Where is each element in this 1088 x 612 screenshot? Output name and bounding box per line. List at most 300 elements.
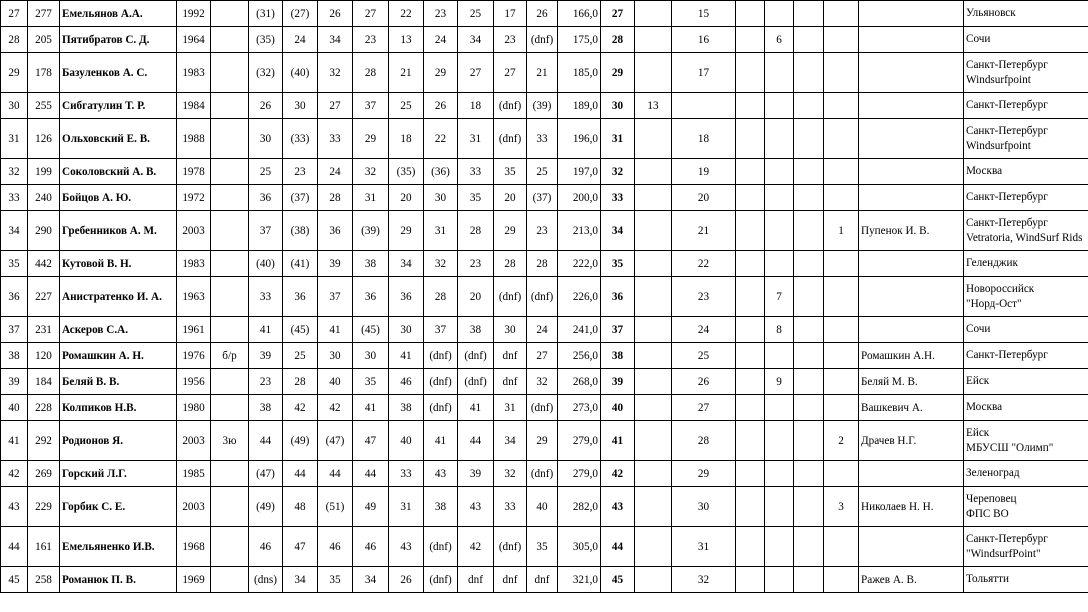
birth-year: 1985 — [177, 461, 211, 487]
race-result: 20 — [389, 185, 424, 211]
race-result: 28 — [424, 277, 458, 317]
category-place — [794, 1, 824, 27]
athlete-name: Емельяненко И.В. — [60, 527, 177, 567]
race-result: 30 — [318, 343, 353, 369]
sport-rank — [211, 317, 249, 343]
row-number: 32 — [1, 159, 28, 185]
category-place: 25 — [672, 343, 736, 369]
race-result: 36 — [353, 277, 389, 317]
birth-year: 2003 — [177, 421, 211, 461]
row-number: 30 — [1, 93, 28, 119]
club-line: Vetratoria, WindSurf Rids — [966, 231, 1083, 244]
athlete-name: Бойцов А. Ю. — [60, 185, 177, 211]
coach-name — [859, 527, 964, 567]
coach-name — [859, 185, 964, 211]
race-result: 41 — [458, 395, 494, 421]
club-line: Москва — [966, 401, 1003, 413]
race-result: 43 — [389, 527, 424, 567]
row-number: 43 — [1, 487, 28, 527]
category-place — [794, 395, 824, 421]
category-place — [794, 27, 824, 53]
category-place — [794, 93, 824, 119]
race-result: 31 — [494, 395, 527, 421]
club-name — [964, 317, 1088, 343]
race-result: (39) — [527, 93, 558, 119]
sail-number: 120 — [28, 343, 60, 369]
race-result: (dnf) — [424, 369, 458, 395]
coach-name: Николаев Н. Н. — [859, 487, 964, 527]
club-name — [964, 461, 1088, 487]
race-result: 27 — [353, 1, 389, 27]
row-number: 40 — [1, 395, 28, 421]
race-result: 42 — [283, 395, 318, 421]
race-result: (39) — [353, 211, 389, 251]
race-result: 28 — [458, 211, 494, 251]
category-place — [736, 317, 765, 343]
race-result: 39 — [249, 343, 283, 369]
total-points: 196,0 — [558, 119, 601, 159]
race-result: 20 — [494, 185, 527, 211]
race-result: (40) — [283, 53, 318, 93]
sport-rank — [211, 1, 249, 27]
race-result: 29 — [424, 53, 458, 93]
race-result: 27 — [527, 343, 558, 369]
race-result: 42 — [318, 395, 353, 421]
category-place — [824, 395, 859, 421]
race-result: 40 — [389, 421, 424, 461]
race-result: (47) — [318, 421, 353, 461]
race-result: 30 — [494, 317, 527, 343]
athlete-name: Гребенников А. М. — [60, 211, 177, 251]
coach-name: Беляй М. В. — [859, 369, 964, 395]
race-result: 26 — [318, 1, 353, 27]
race-result: 33 — [249, 277, 283, 317]
club-name — [964, 277, 1088, 317]
category-place: 7 — [765, 277, 794, 317]
club-line: Windsurfpoint — [966, 139, 1031, 152]
race-result: 32 — [318, 53, 353, 93]
category-place — [635, 185, 672, 211]
category-place — [736, 53, 765, 93]
race-result: 32 — [353, 159, 389, 185]
category-place: 31 — [672, 527, 736, 567]
category-place — [824, 53, 859, 93]
race-result: (40) — [249, 251, 283, 277]
race-result: 41 — [318, 317, 353, 343]
race-result: 47 — [283, 527, 318, 567]
race-result: 46 — [389, 369, 424, 395]
race-result: 20 — [458, 277, 494, 317]
race-result: 28 — [494, 251, 527, 277]
club-line: Санкт-Петербург — [966, 532, 1048, 545]
race-result: 37 — [353, 93, 389, 119]
coach-name — [859, 93, 964, 119]
athlete-name: Соколовский А. В. — [60, 159, 177, 185]
race-result: 29 — [494, 211, 527, 251]
coach-name — [859, 317, 964, 343]
category-place — [635, 317, 672, 343]
category-place — [635, 53, 672, 93]
row-number: 33 — [1, 185, 28, 211]
club-name — [964, 369, 1088, 395]
row-number: 38 — [1, 343, 28, 369]
category-place — [794, 487, 824, 527]
category-place: 29 — [672, 461, 736, 487]
category-place — [794, 343, 824, 369]
overall-place: 34 — [601, 211, 635, 251]
race-result: 37 — [249, 211, 283, 251]
category-place — [824, 93, 859, 119]
category-place — [736, 211, 765, 251]
race-result: 25 — [389, 93, 424, 119]
race-result: 35 — [458, 185, 494, 211]
overall-place: 36 — [601, 277, 635, 317]
overall-place: 35 — [601, 251, 635, 277]
table-row — [1, 27, 1088, 53]
table-row — [1, 251, 1088, 277]
total-points: 268,0 — [558, 369, 601, 395]
race-result: 25 — [527, 159, 558, 185]
race-result: 18 — [458, 93, 494, 119]
birth-year: 1963 — [177, 277, 211, 317]
category-place — [794, 159, 824, 185]
club-line: Сочи — [966, 33, 991, 45]
race-result: 24 — [527, 317, 558, 343]
race-result: 44 — [283, 461, 318, 487]
club-name — [964, 343, 1088, 369]
race-result: 34 — [458, 27, 494, 53]
category-place — [765, 53, 794, 93]
sail-number: 277 — [28, 1, 60, 27]
sail-number: 292 — [28, 421, 60, 461]
overall-place: 40 — [601, 395, 635, 421]
race-result: 36 — [249, 185, 283, 211]
sail-number: 178 — [28, 53, 60, 93]
category-place — [765, 395, 794, 421]
sail-number: 199 — [28, 159, 60, 185]
race-result: 36 — [389, 277, 424, 317]
race-result: 41 — [424, 421, 458, 461]
race-result: (32) — [249, 53, 283, 93]
athlete-name: Аскеров С.А. — [60, 317, 177, 343]
category-place — [736, 527, 765, 567]
category-place — [736, 421, 765, 461]
category-place — [736, 461, 765, 487]
race-result: 23 — [458, 251, 494, 277]
sail-number: 442 — [28, 251, 60, 277]
sail-number: 269 — [28, 461, 60, 487]
athlete-name: Колпиков Н.В. — [60, 395, 177, 421]
table-row — [1, 567, 1088, 593]
sport-rank: 3ю — [211, 421, 249, 461]
overall-place: 38 — [601, 343, 635, 369]
category-place: 17 — [672, 53, 736, 93]
category-place — [765, 527, 794, 567]
category-place: 3 — [824, 487, 859, 527]
club-line: Зеленоград — [966, 467, 1020, 479]
overall-place: 32 — [601, 159, 635, 185]
category-place — [736, 251, 765, 277]
coach-name: Вашкевич А. — [859, 395, 964, 421]
sport-rank — [211, 211, 249, 251]
race-result: 23 — [283, 159, 318, 185]
race-result: 42 — [458, 527, 494, 567]
club-name — [964, 395, 1088, 421]
overall-place: 39 — [601, 369, 635, 395]
race-result: (36) — [424, 159, 458, 185]
race-result: 30 — [424, 185, 458, 211]
club-name — [964, 487, 1088, 527]
category-place: 15 — [672, 1, 736, 27]
race-result: 30 — [389, 317, 424, 343]
race-result: (dnf) — [527, 27, 558, 53]
category-place — [824, 1, 859, 27]
total-points: 185,0 — [558, 53, 601, 93]
category-place — [824, 369, 859, 395]
category-place — [824, 277, 859, 317]
sport-rank: б/р — [211, 343, 249, 369]
sail-number: 205 — [28, 27, 60, 53]
club-line: Ульяновск — [966, 7, 1016, 19]
race-result: (dnf) — [424, 395, 458, 421]
table-row — [1, 1, 1088, 27]
race-result: 31 — [458, 119, 494, 159]
overall-place: 29 — [601, 53, 635, 93]
race-result: 36 — [318, 211, 353, 251]
club-line: Санкт-Петербург — [966, 216, 1048, 229]
table-row — [1, 487, 1088, 527]
category-place — [736, 93, 765, 119]
club-line: Тольятти — [966, 573, 1010, 585]
category-place: 2 — [824, 421, 859, 461]
results-body — [1, 1, 1088, 593]
race-result: 22 — [389, 1, 424, 27]
race-result: 33 — [494, 487, 527, 527]
sail-number: 126 — [28, 119, 60, 159]
race-result: 47 — [353, 421, 389, 461]
category-place — [736, 27, 765, 53]
table-row — [1, 211, 1088, 251]
race-result: (37) — [283, 185, 318, 211]
row-number: 34 — [1, 211, 28, 251]
race-result: 46 — [353, 527, 389, 567]
race-result: 24 — [283, 27, 318, 53]
race-result: (dnf) — [458, 369, 494, 395]
race-result: 25 — [249, 159, 283, 185]
race-result: 24 — [318, 159, 353, 185]
race-result: 23 — [353, 27, 389, 53]
category-place — [794, 369, 824, 395]
category-place — [765, 421, 794, 461]
birth-year: 1972 — [177, 185, 211, 211]
club-name — [964, 119, 1088, 159]
birth-year: 1983 — [177, 251, 211, 277]
race-result: 24 — [424, 27, 458, 53]
club-line: Ейск — [966, 426, 990, 439]
category-place: 19 — [672, 159, 736, 185]
category-place — [635, 1, 672, 27]
sail-number: 184 — [28, 369, 60, 395]
category-place: 24 — [672, 317, 736, 343]
race-result: 44 — [249, 421, 283, 461]
category-place — [765, 461, 794, 487]
category-place — [824, 567, 859, 593]
total-points: 321,0 — [558, 567, 601, 593]
coach-name — [859, 461, 964, 487]
sport-rank — [211, 395, 249, 421]
overall-place: 37 — [601, 317, 635, 343]
sail-number: 240 — [28, 185, 60, 211]
race-result: 38 — [458, 317, 494, 343]
club-name — [964, 53, 1088, 93]
club-name — [964, 93, 1088, 119]
club-line: "WindsurfPoint" — [966, 547, 1041, 560]
race-result: 28 — [527, 251, 558, 277]
race-result: 33 — [389, 461, 424, 487]
race-result: 49 — [353, 487, 389, 527]
table-row — [1, 395, 1088, 421]
race-result: 13 — [389, 27, 424, 53]
category-place: 23 — [672, 277, 736, 317]
coach-name: Ражев А. В. — [859, 567, 964, 593]
race-result: 25 — [458, 1, 494, 27]
race-result: dnf — [494, 567, 527, 593]
athlete-name: Емельянов А.А. — [60, 1, 177, 27]
sail-number: 228 — [28, 395, 60, 421]
birth-year: 1984 — [177, 93, 211, 119]
club-line: Санкт-Петербург — [966, 124, 1048, 137]
category-place — [736, 343, 765, 369]
race-result: 37 — [318, 277, 353, 317]
category-place — [635, 567, 672, 593]
race-result: (49) — [249, 487, 283, 527]
category-place: 8 — [765, 317, 794, 343]
total-points: 256,0 — [558, 343, 601, 369]
coach-name: Ромашкин А.Н. — [859, 343, 964, 369]
race-result: 28 — [283, 369, 318, 395]
sport-rank — [211, 369, 249, 395]
race-result: 41 — [249, 317, 283, 343]
overall-place: 33 — [601, 185, 635, 211]
category-place — [635, 527, 672, 567]
race-result: (dnf) — [424, 567, 458, 593]
coach-name: Пупенок И. В. — [859, 211, 964, 251]
category-place — [635, 251, 672, 277]
sail-number: 290 — [28, 211, 60, 251]
sport-rank — [211, 277, 249, 317]
race-result: (dnf) — [494, 277, 527, 317]
athlete-name: Романюк П. В. — [60, 567, 177, 593]
race-result: 38 — [249, 395, 283, 421]
club-line: Москва — [966, 165, 1003, 177]
race-result: 40 — [527, 487, 558, 527]
race-result: (41) — [283, 251, 318, 277]
total-points: 189,0 — [558, 93, 601, 119]
athlete-name: Ольховский Е. В. — [60, 119, 177, 159]
category-place — [824, 159, 859, 185]
category-place — [794, 53, 824, 93]
sport-rank — [211, 93, 249, 119]
club-name — [964, 27, 1088, 53]
category-place — [824, 317, 859, 343]
race-result: 39 — [318, 251, 353, 277]
race-result: 38 — [424, 487, 458, 527]
category-place — [635, 421, 672, 461]
race-result: 31 — [353, 185, 389, 211]
overall-place: 30 — [601, 93, 635, 119]
race-result: (dnf) — [527, 461, 558, 487]
race-result: (dnf) — [424, 343, 458, 369]
race-result: 34 — [353, 567, 389, 593]
race-result: 25 — [283, 343, 318, 369]
club-name — [964, 567, 1088, 593]
category-place — [635, 211, 672, 251]
club-line: Windsurfpoint — [966, 73, 1031, 86]
total-points: 279,0 — [558, 461, 601, 487]
race-result: dnf — [458, 567, 494, 593]
birth-year: 1992 — [177, 1, 211, 27]
category-place — [794, 567, 824, 593]
race-result: dnf — [494, 343, 527, 369]
coach-name — [859, 27, 964, 53]
category-place — [672, 93, 736, 119]
race-result: 23 — [494, 27, 527, 53]
race-result: 31 — [389, 487, 424, 527]
race-result: 32 — [424, 251, 458, 277]
row-number: 31 — [1, 119, 28, 159]
athlete-name: Пятибратов С. Д. — [60, 27, 177, 53]
coach-name — [859, 53, 964, 93]
race-result: (dnf) — [527, 277, 558, 317]
race-result: 23 — [424, 1, 458, 27]
sail-number: 258 — [28, 567, 60, 593]
table-row — [1, 317, 1088, 343]
race-result: 18 — [389, 119, 424, 159]
category-place — [635, 159, 672, 185]
birth-year: 1983 — [177, 53, 211, 93]
overall-place: 31 — [601, 119, 635, 159]
race-result: 34 — [318, 27, 353, 53]
race-result: 34 — [494, 421, 527, 461]
coach-name: Драчев Н.Г. — [859, 421, 964, 461]
row-number: 35 — [1, 251, 28, 277]
race-result: dnf — [494, 369, 527, 395]
category-place — [765, 1, 794, 27]
category-place — [794, 461, 824, 487]
total-points: 200,0 — [558, 185, 601, 211]
birth-year: 1956 — [177, 369, 211, 395]
race-result: 26 — [389, 567, 424, 593]
total-points: 305,0 — [558, 527, 601, 567]
overall-place: 41 — [601, 421, 635, 461]
category-place — [635, 461, 672, 487]
race-result: 30 — [283, 93, 318, 119]
race-result: 46 — [318, 527, 353, 567]
category-place: 9 — [765, 369, 794, 395]
race-result: (dnf) — [424, 527, 458, 567]
category-place — [794, 317, 824, 343]
row-number: 27 — [1, 1, 28, 27]
birth-year: 2003 — [177, 487, 211, 527]
sail-number: 255 — [28, 93, 60, 119]
table-row — [1, 343, 1088, 369]
club-line: Череповец — [966, 492, 1017, 505]
race-result: 33 — [318, 119, 353, 159]
category-place — [635, 119, 672, 159]
race-result: 17 — [494, 1, 527, 27]
athlete-name: Горбик С. Е. — [60, 487, 177, 527]
sport-rank — [211, 567, 249, 593]
